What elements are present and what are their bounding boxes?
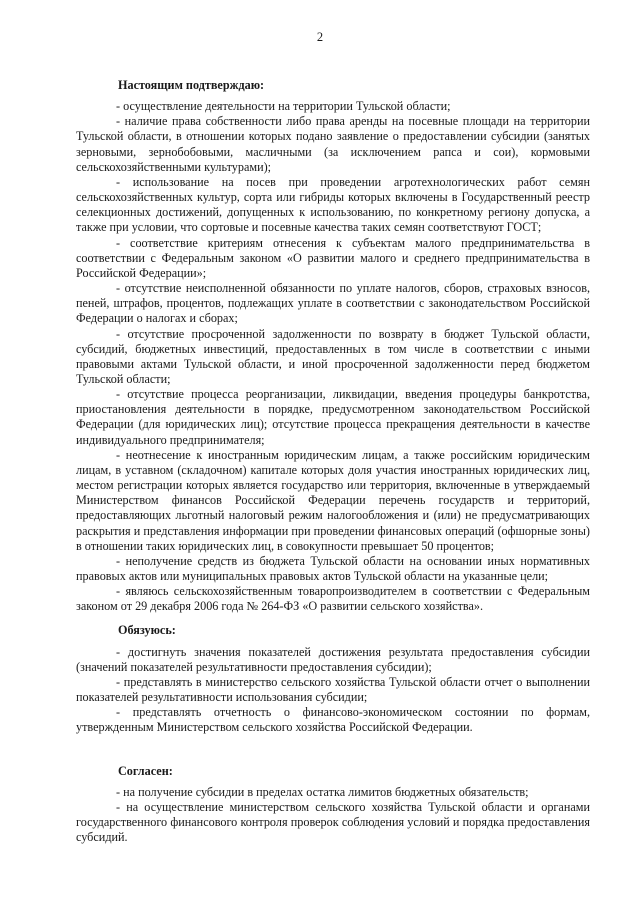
section-heading-oblige: Обязуюсь: — [118, 623, 176, 638]
section-gap — [76, 736, 590, 764]
page-number: 2 — [316, 30, 324, 44]
section-gap — [76, 614, 590, 623]
section-confirm — [76, 78, 590, 614]
section-heading-confirm: Настоящим подтверждаю: — [118, 78, 265, 92]
confirm-item-7: - отсутствие процесса реорганизации, ликвидации, введения процедуры банкротства, приостановления деятельности в порядке, предусмотренном законодательством Российской Федерации (для юридических лиц); отсутствие процесса прекращения деятельности в качестве индивидуального предпринимателя; — [76, 387, 590, 447]
confirm-item-2: - наличие права собственности либо права аренды на посевные площади на территории Тульской области, в отношении которых подано заявление о предоставлении субсидии (занятых зерновыми, зернобобовыми, масличными (за исключением рапса и сои), кормовыми сельскохозяйственными культурами); — [76, 114, 590, 174]
confirm-item-3: - использование на посев при проведении агротехнологических работ семян сельскохозяйственных культур, сорта или гибриды которых включены в Государственный реестр селекционных достижений, допущенных к использованию, по конкретному региону допуска, а также при условии, что сортовые и посевные качества таких семян соответствуют ГОСТ; — [76, 174, 590, 235]
confirm-item-1: - осуществление деятельности на территории Тульской области; — [116, 99, 451, 114]
agree-item-2: - на осуществление министерством сельского хозяйства Тульской области и органами государственного финансового контроля проверок соблюдения условий и порядка предоставления субсидий. — [76, 799, 590, 845]
confirm-item-10: - являюсь сельскохозяйственным товаропроизводителем в соответствии с Федеральным законом от 29 декабря 2006 года № 264-ФЗ «О развитии сельского хозяйства». — [76, 584, 590, 614]
confirm-item-6: - отсутствие просроченной задолженности по возврату в бюджет Тульской области, субсидий, бюджетных инвестиций, предоставленных в том числе в соответствии с иными правовыми актами Тульской области, и иной просроченной задолженности перед бюджетом Тульской области; — [76, 326, 590, 386]
confirm-item-9: - неполучение средств из бюджета Тульской области на основании иных нормативных правовых актов или муниципальных правовых актов Тульской области на указанные цели; — [76, 553, 590, 583]
agree-item-1: - на получение субсидии в пределах остатка лимитов бюджетных обязательств; — [116, 784, 529, 799]
oblige-item-2: - представлять в министерство сельского хозяйства Тульской области отчет о выполнении показателей результативности использования субсидии; — [76, 674, 590, 705]
section-heading-agree: Согласен: — [118, 763, 173, 778]
oblige-item-3: - представлять отчетность о финансово-экономическом состоянии по формам, утвержденным Министерством сельского хозяйства Российской Федерации. — [76, 705, 590, 735]
confirm-item-8: - неотнесение к иностранным юридическим лицам, а также российским юридическим лицам, в уставном (складочном) капитале которых доля участия иностранных юридических лиц, местом регистрации которых является государство или территория, включенные в утверждаемый Министерством финансов Российской Федерации перечень государств и территорий, предоставляющих льготный налоговый режим налогообложения и (или) не предусматривающих раскрытия и представления информации при проведении финансовых операций (офшорные зоны) в отношении таких юридических лиц, в совокупности превышает 50 процентов; — [76, 447, 590, 553]
section-agree — [76, 764, 590, 846]
document-body — [76, 78, 590, 845]
confirm-item-5: - отсутствие неисполненной обязанности по уплате налогов, сборов, страховых взносов, пеней, штрафов, процентов, подлежащих уплате в соответствии с законодательством Российской Федерации о налогах и сборах; — [76, 281, 590, 326]
oblige-item-1: - достигнуть значения показателей достижения результата предоставления субсидии (значений показателей результативности предоставления субсидии); — [76, 644, 590, 674]
section-oblige — [76, 623, 590, 735]
confirm-item-4: - соответствие критериям отнесения к субъектам малого предпринимательства в соответствии с Федеральным законом «О развитии малого и среднего предпринимательства в Российской Федерации»; — [76, 235, 590, 280]
